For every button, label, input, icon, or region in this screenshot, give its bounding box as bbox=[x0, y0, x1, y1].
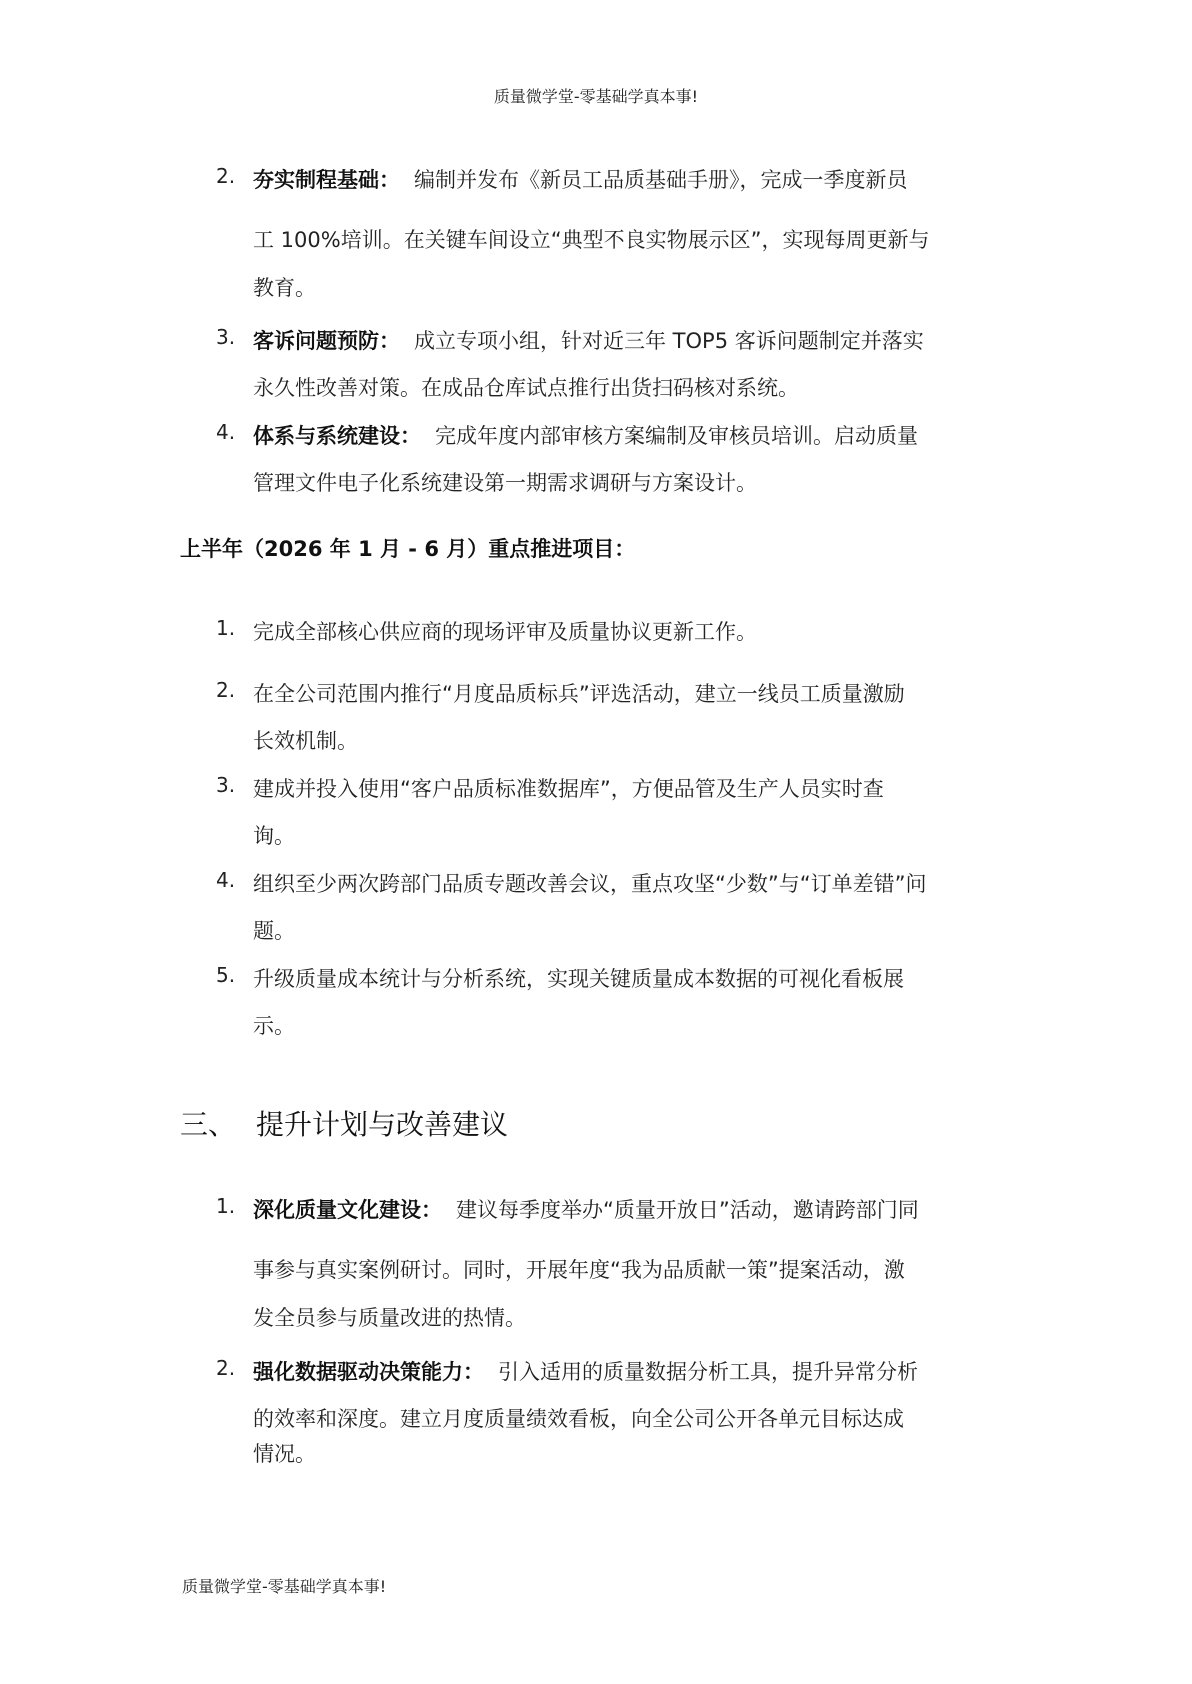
list-line: 建成并投入使用“客户品质标准数据库”，方便品管及生产人员实时查 bbox=[253, 777, 884, 801]
list-line: 完成全部核心供应商的现场评审及质量协议更新工作。 bbox=[253, 620, 757, 644]
list-line: 发全员参与质量改进的热情。 bbox=[253, 1306, 526, 1330]
list-line: 客诉问题预防： 成立专项小组，针对近三年 TOP5 客诉问题制定并落实 bbox=[253, 329, 924, 353]
chapter-number: 三、 bbox=[180, 1108, 237, 1141]
list-number: 4. bbox=[216, 868, 236, 892]
list-line: 管理文件电子化系统建设第一期需求调研与方案设计。 bbox=[253, 471, 757, 495]
list-number: 2. bbox=[216, 164, 236, 188]
item-title: 强化数据驱动决策能力： bbox=[253, 1360, 484, 1384]
list-number: 5. bbox=[216, 963, 236, 987]
list-number: 2. bbox=[216, 678, 236, 702]
list-line: 体系与系统建设： 完成年度内部审核方案编制及审核员培训。启动质量 bbox=[253, 424, 918, 448]
page-footer: 质量微学堂-零基础学真本事! bbox=[182, 1577, 387, 1596]
list-number: 2. bbox=[216, 1356, 236, 1380]
list-line: 题。 bbox=[253, 919, 295, 943]
list-line: 夯实制程基础： 编制并发布《新员工品质基础手册》，完成一季度新员 bbox=[253, 168, 908, 192]
list-number: 3. bbox=[216, 773, 236, 797]
section-heading: 上半年（2026 年 1 月 - 6 月）重点推进项目： bbox=[180, 537, 636, 561]
list-line: 的效率和深度。建立月度质量绩效看板，向全公司公开各单元目标达成 bbox=[253, 1407, 904, 1431]
list-line: 组织至少两次跨部门品质专题改善会议，重点攻坚“少数”与“订单差错”问 bbox=[253, 872, 927, 896]
list-line: 事参与真实案例研讨。同时，开展年度“我为品质献一策”提案活动，激 bbox=[253, 1258, 905, 1282]
list-number: 1. bbox=[216, 616, 236, 640]
list-line: 示。 bbox=[253, 1014, 295, 1038]
list-line: 工 100%培训。在关键车间设立“典型不良实物展示区”，实现每周更新与 bbox=[253, 228, 930, 252]
chapter-title bbox=[180, 1103, 508, 1143]
list-number: 1. bbox=[216, 1194, 236, 1218]
item-title: 深化质量文化建设： bbox=[253, 1198, 442, 1222]
list-line: 询。 bbox=[253, 824, 295, 848]
list-line: 深化质量文化建设： 建议每季度举办“质量开放日”活动，邀请跨部门同 bbox=[253, 1198, 919, 1222]
list-line: 教育。 bbox=[253, 276, 316, 300]
page-header: 质量微学堂-零基础学真本事! bbox=[493, 87, 699, 106]
item-title: 体系与系统建设： bbox=[253, 424, 421, 448]
list-line: 长效机制。 bbox=[253, 729, 358, 753]
list-line: 强化数据驱动决策能力： 引入适用的质量数据分析工具，提升异常分析 bbox=[253, 1360, 918, 1384]
chapter-title-text: 提升计划与改善建议 bbox=[256, 1108, 509, 1141]
list-line: 情况。 bbox=[253, 1442, 316, 1466]
list-line: 升级质量成本统计与分析系统，实现关键质量成本数据的可视化看板展 bbox=[253, 967, 904, 991]
list-line: 永久性改善对策。在成品仓库试点推行出货扫码核对系统。 bbox=[253, 376, 799, 400]
list-number: 4. bbox=[216, 420, 236, 444]
item-title: 客诉问题预防： bbox=[253, 329, 400, 353]
list-number: 3. bbox=[216, 325, 236, 349]
item-title: 夯实制程基础： bbox=[253, 168, 400, 192]
list-line: 在全公司范围内推行“月度品质标兵”评选活动，建立一线员工质量激励 bbox=[253, 682, 905, 706]
